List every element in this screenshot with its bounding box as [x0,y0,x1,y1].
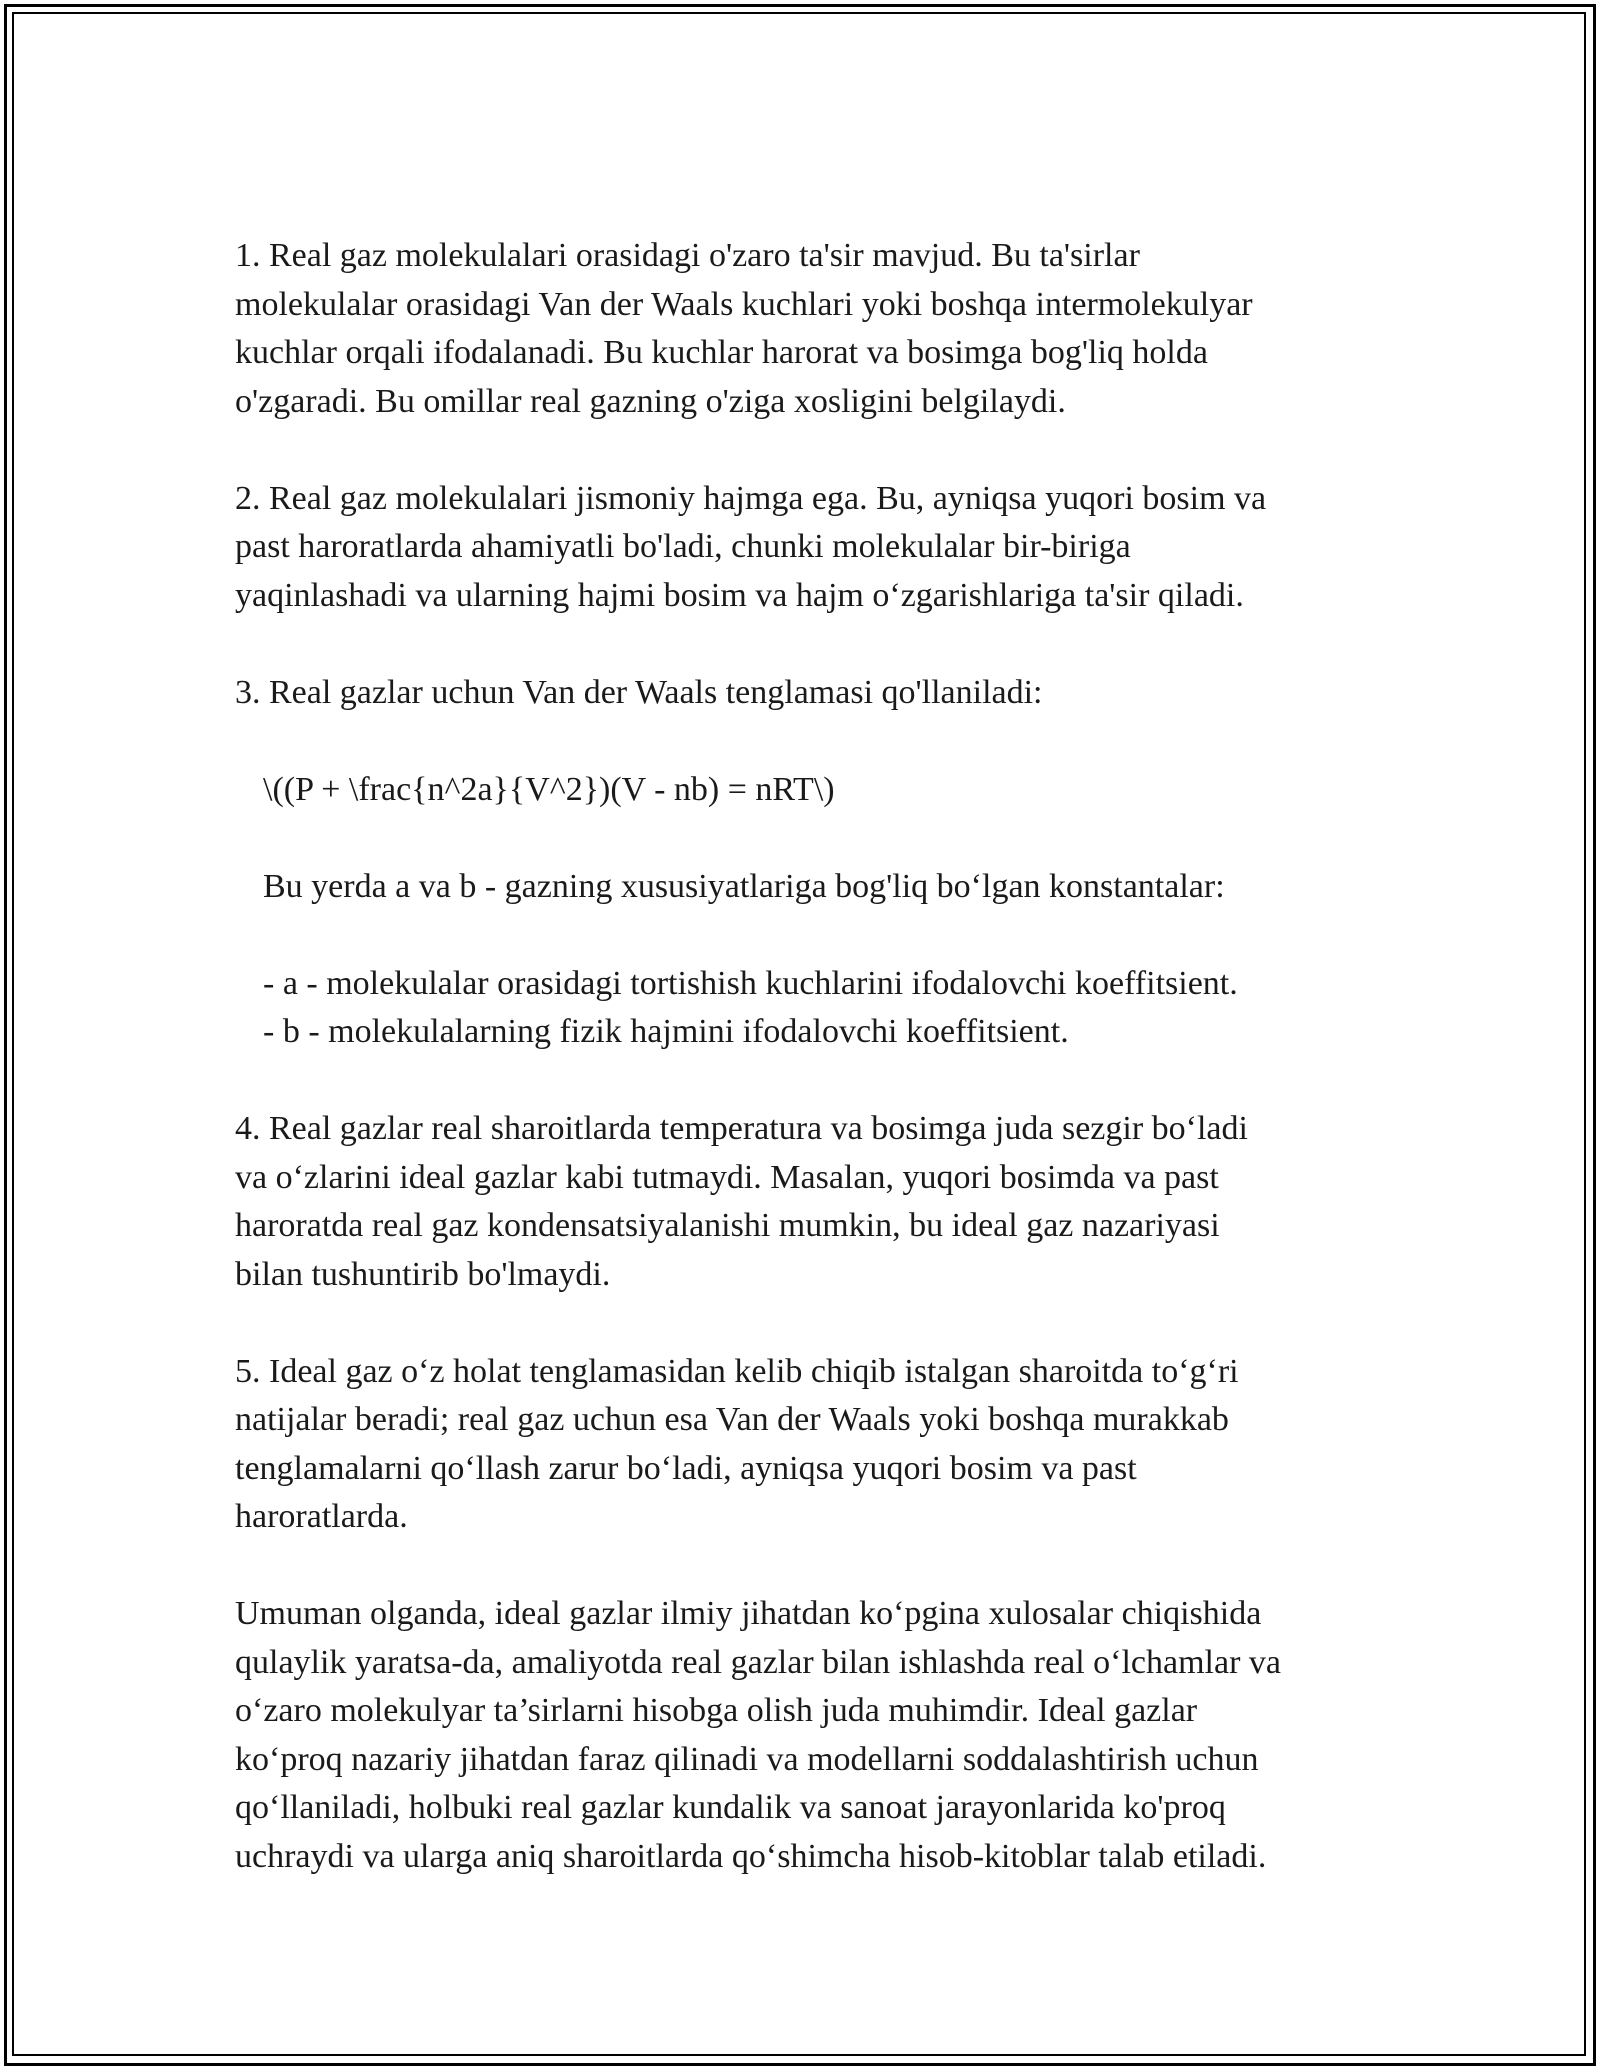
text-line: natijalar beradi; real gaz uchun esa Van der Waals yoki boshqa murakkab [235,1401,1229,1438]
document-body [235,232,1395,1930]
text-line: 4. Real gazlar real sharoitlarda temperatura va bosimga juda sezgir bo‘ladi [235,1110,1248,1147]
list-item: - a - molekulalar orasidagi tortishish kuchlarini ifodalovchi koeffitsient. [263,964,1238,1002]
text-line: qulaylik yaratsa-da, amaliyotda real gazlar bilan ishlashda real o‘lchamlar va [235,1643,1281,1681]
text-line: haroratda real gaz kondensatsiyalanishi mumkin, bu ideal gaz nazariyasi [235,1207,1220,1244]
text-line: past haroratlarda ahamiyatli bo'ladi, chunki molekulalar bir-biriga [235,528,1131,565]
text-line: tenglamalarni qo‘llash zarur bo‘ladi, ayniqsa yuqori bosim va past [235,1449,1137,1487]
text-line: o'zgaradi. Bu omillar real gazning o'ziga xosligini belgilaydi. [235,382,1066,420]
paragraph-1 [235,232,1395,426]
text-line: qo‘llaniladi, holbuki real gazlar kundalik va sanoat jarayonlarida ko'proq [235,1789,1226,1826]
text-line: ko‘proq nazariy jihatdan faraz qilinadi va modellarni soddalashtirish uchun [235,1740,1259,1778]
text-line: Bu yerda a va b - gazning xususiyatlariga bog'liq bo‘lgan konstantalar: [263,867,1225,905]
text-line: yaqinlashadi va ularning hajmi bosim va hajm o‘zgarishlariga ta'sir qiladi. [235,576,1244,614]
van-der-waals-formula [235,766,1395,815]
list-item: - b - molekulalarning fizik hajmini ifodalovchi koeffitsient. [263,1013,1069,1050]
paragraph-5 [235,1348,1395,1542]
paragraph-2 [235,475,1395,621]
constants-intro [235,863,1395,912]
text-line: va o‘zlarini ideal gazlar kabi tutmaydi. Masalan, yuqori bosimda va past [235,1158,1219,1196]
text-line: molekulalar orasidagi Van der Waals kuchlari yoki boshqa intermolekulyar [235,285,1253,323]
paragraph-3 [235,669,1395,718]
conclusion-paragraph [235,1590,1395,1881]
text-line: uchraydi va ularga aniq sharoitlarda qo‘shimcha hisob-kitoblar talab etiladi. [235,1837,1267,1875]
text-line: 3. Real gazlar uchun Van der Waals tenglamasi qo'llaniladi: [235,673,1043,711]
text-line: 1. Real gaz molekulalari orasidagi o'zaro ta'sir mavjud. Bu ta'sirlar [235,237,1140,274]
text-line: kuchlar orqali ifodalanadi. Bu kuchlar harorat va bosimga bog'liq holda [235,334,1208,371]
text-line: 2. Real gaz molekulalari jismoniy hajmga ega. Bu, ayniqsa yuqori bosim va [235,479,1267,517]
text-line: bilan tushuntirib bo'lmaydi. [235,1255,611,1293]
paragraph-4 [235,1105,1395,1299]
text-line: 5. Ideal gaz o‘z holat tenglamasidan kelib chiqib istalgan sharoitda to‘g‘ri [235,1352,1239,1390]
text-line: o‘zaro molekulyar ta’sirlarni hisobga olish juda muhimdir. Ideal gazlar [235,1692,1198,1729]
constants-list [235,960,1395,1057]
formula-text: \((P + \frac{n^2a}{V^2})(V - nb) = nRT\) [263,770,835,808]
text-line: Umuman olganda, ideal gazlar ilmiy jihatdan ko‘pgina xulosalar chiqishida [235,1595,1262,1632]
text-line: haroratlarda. [235,1498,408,1535]
